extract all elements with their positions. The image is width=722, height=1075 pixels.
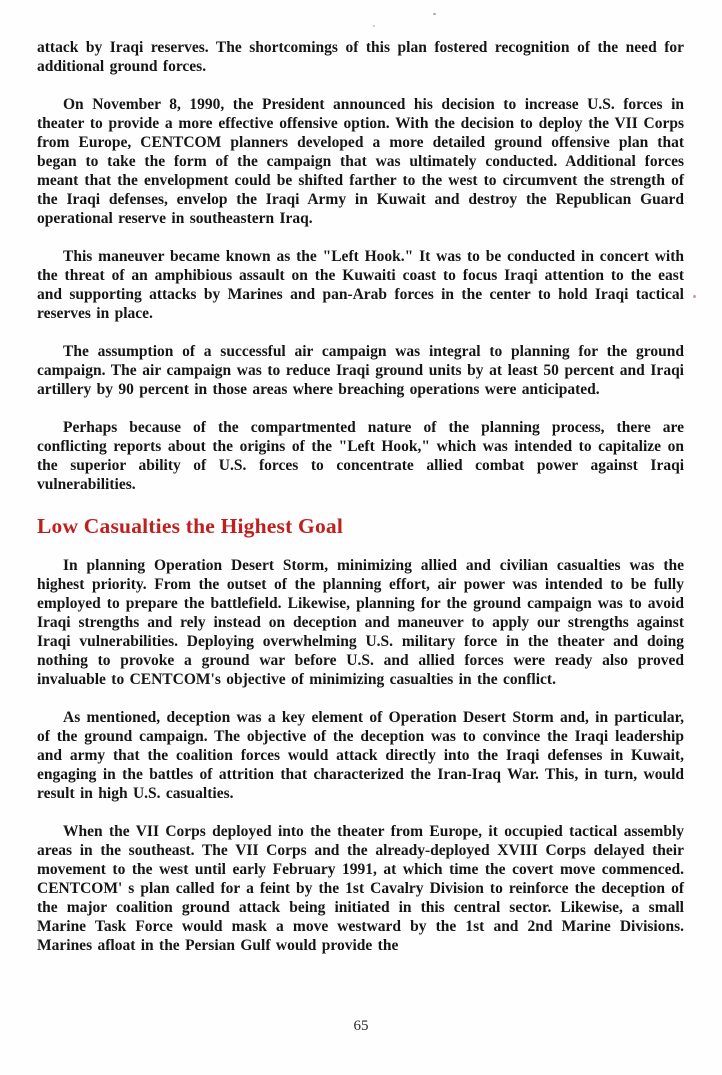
scan-speck xyxy=(373,25,375,27)
paragraph-continuation: attack by Iraqi reserves. The shortcomings of this plan fostered recognition of the need for additional ground forces. xyxy=(37,39,684,75)
paragraph-minimizing-casualties: In planning Operation Desert Storm, minimizing allied and civilian casualties was the highest priority. From the outset of the planning effort, air power was intended to be fully employed to prepare the battlefield. Likewise, planning for the ground campaign was to avoid Iraqi strengths and rely instead on deception and maneuver to apply our strengths against Iraqi vulnerabilities. Deploying overwhelming U.S. military force in the theater and doing nothing to provoke a ground war before U.S. and allied forces were ready also proved invaluable to CENTCOM's objective of minimizing casualties in the conflict. xyxy=(37,557,684,688)
scan-speck xyxy=(433,13,436,15)
paragraph-air-campaign-assumption: The assumption of a successful air campaign was integral to planning for the ground campaign. The air campaign was to reduce Iraqi ground units by at least 50 percent and Iraqi artillery by 90 percent in those areas where breaching operations were anticipated. xyxy=(37,343,684,398)
paragraph-left-hook: This maneuver became known as the "Left Hook." It was to be conducted in concert with the threat of an amphibious assault on the Kuwaiti coast to focus Iraqi attention to the east and supporting attacks by Marines and pan-Arab forces in the center to hold Iraqi tactical reserves in place. xyxy=(37,248,684,322)
paragraph-vii-corps-deployment: When the VII Corps deployed into the theater from Europe, it occupied tactical assembly areas in the southeast. The VII Corps and the already-deployed XVIII Corps delayed their movement to the west until early February 1991, at which time the covert move commenced. CENTCOM' s plan called for a feint by the 1st Cavalry Division to reinforce the deception of the major coalition ground attack being initiated in this central sector. Likewise, a small Marine Task Force would mask a move westward by the 1st and 2nd Marine Divisions. Marines afloat in the Persian Gulf would provide the xyxy=(37,823,684,954)
paragraph-conflicting-reports: Perhaps because of the compartmented nature of the planning process, there are conflicting reports about the origins of the "Left Hook," which was intended to capitalize on the superior ability of U.S. forces to concentrate allied combat power against Iraqi vulnerabilities. xyxy=(37,419,684,493)
page-number: 65 xyxy=(353,1018,369,1034)
paragraph-deception-objective: As mentioned, deception was a key element of Operation Desert Storm and, in particular, of the ground campaign. The objective of the deception was to convince the Iraqi leadership and army that the coalition forces would attack directly into the Iraqi defenses in Kuwait, engaging in the battles of attrition that characterized the Iran-Iraq War. This, in turn, would result in high U.S. casualties. xyxy=(37,709,684,802)
scan-speck xyxy=(693,295,696,298)
paragraph-november-decision: On November 8, 1990, the President announced his decision to increase U.S. forces in theater to provide a more effective offensive option. With the decision to deploy the VII Corps from Europe, CENTCOM planners developed a more detailed ground offensive plan that began to take the form of the campaign that was ultimately conducted. Additional forces meant that the envelopment could be shifted farther to the west to circumvent the strength of the Iraqi defenses, envelop the Iraqi Army in Kuwait and destroy the Republican Guard operational reserve in southeastern Iraq. xyxy=(37,96,684,227)
section-heading-low-casualties: Low Casualties the Highest Goal xyxy=(37,514,344,538)
